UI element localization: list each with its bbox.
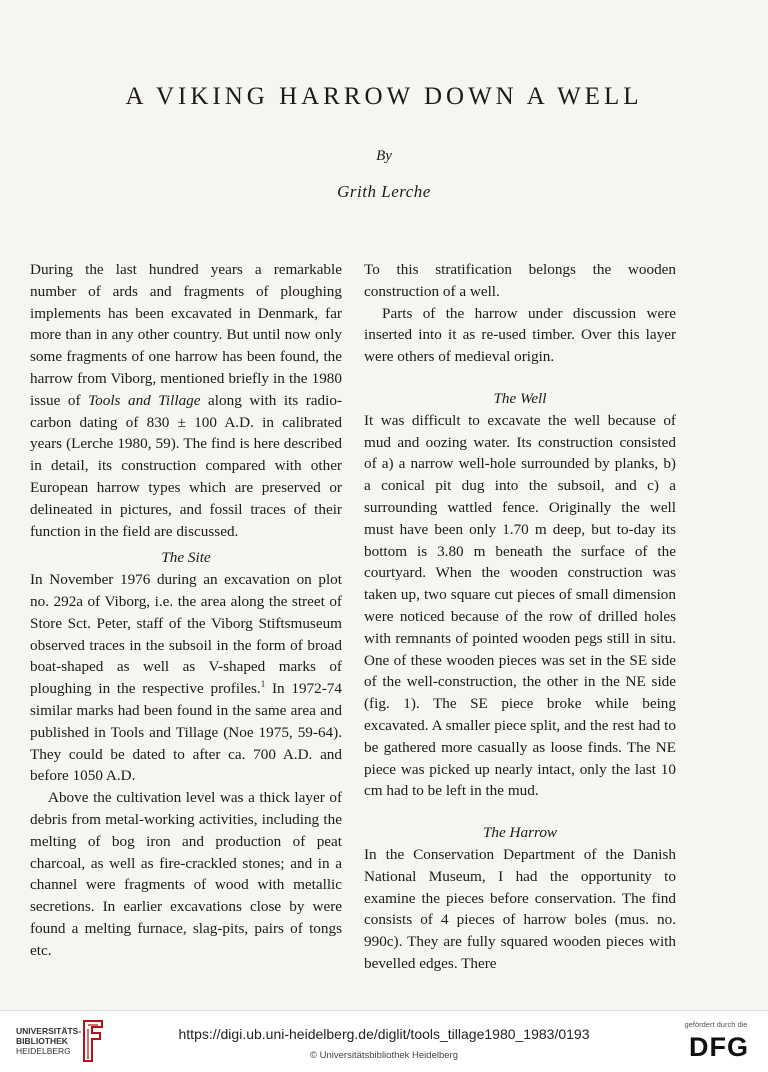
intro-text-2: along with its radio-carbon dating of 830 ± 100 A.D. in calibrated years (Lerche 1980, 59). The find is here described in detail, its construction compared with other European harrow types which are preserved or delineated in pictures, and fossil traces of their function in the field are discussed. bbox=[30, 391, 342, 540]
paragraph-debris: Above the cultivation level was a thick layer of debris from metal-working activities, including the melting of bog iron and production of peat charcoal, as well as fire-crackled stones; and in a channel were fragments of wood with metallic secretions. In earlier excavations close by were found a melting furnace, slag-pits, pairs of tongs etc. bbox=[30, 789, 342, 959]
paragraph-intro bbox=[30, 259, 342, 542]
section-heading-well: The Well bbox=[493, 389, 547, 407]
library-logo-text[interactable] bbox=[16, 1026, 82, 1056]
library-name-line-1: UNIVERSITÄTS- bbox=[16, 1026, 82, 1036]
funding-note: gefördert durch die bbox=[684, 1020, 748, 1029]
section-heading-site: The Site bbox=[161, 549, 211, 567]
paragraph-harrow: In the Conservation Department of the Danish National Museum, I had the opportunity to examine the pieces before conservation. The find consists of 4 pieces of harrow boles (mus. no. 990c). They are fully squared wooden pieces with bevelled edges. There bbox=[364, 845, 676, 972]
library-name-line-2: BIBLIOTHEK bbox=[16, 1036, 68, 1046]
paragraph-well: It was difficult to excavate the well because of mud and oozing water. Its construction consisted of a) a narrow well-hole surrounded by planks, b) a conical pit dug into the subsoil, and c) a surrounding wattled fence. Originally the well must have been only 1.70 m deep, but to-day its bottom is 3.80 m beneath the surface of the courtyard. When the wooden construction was taken up, two square cut pieces of small dimension were noticed because of the row of drilled holes with remnants of pointed wooden pegs still in situ. One of these wooden pieces was set in the SE side of the well-construction, the other in the NE side (fig. 1). The SE piece broke while being excavated. A smaller piece split, and the rest had to be gathered more casually as loose finds. The NE piece was picked up nearly intact, only the last 10 cm had to be left in the mud. bbox=[364, 411, 676, 800]
dfg-logo[interactable]: DFG bbox=[689, 1032, 749, 1062]
paragraph-stratification: To this stratification belongs the wooden construction of a well. bbox=[364, 261, 676, 300]
library-name-line-3: HEIDELBERG bbox=[16, 1046, 71, 1056]
copyright-notice: © Universitätsbibliothek Heidelberg bbox=[310, 1050, 458, 1061]
paragraph-harrow-parts: Parts of the harrow under discussion were inserted into it as re-used timber. Over this layer were others of medieval origin. bbox=[364, 304, 676, 366]
footnote-marker[interactable]: 1 bbox=[260, 679, 266, 690]
article-title: A VIKING HARROW DOWN A WELL bbox=[125, 83, 643, 110]
author-name: Grith Lerche bbox=[337, 182, 431, 201]
byline-label: By bbox=[376, 148, 392, 164]
section-heading-harrow: The Harrow bbox=[482, 824, 558, 842]
site-text-1: In November 1976 during an excavation on plot no. 292a of Viborg, i.e. the area along the street of Store Sct. Peter, staff of the Viborg Stiftsmuseum observed traces in the subsoil in the form of broad boat-shaped as well as V-shaped marks of ploughing in the respective profiles. bbox=[30, 571, 342, 698]
permalink-url[interactable]: https://digi.ub.uni-heidelberg.de/diglit/tools_tillage1980_1983/0193 bbox=[178, 1026, 590, 1042]
site-text-2: In 1972-74 similar marks had been found in the same area and published in Tools and Tillage (Noe 1975, 59-64). They could be dated to after ca. 700 A.D. and before 1050 A.D. bbox=[30, 680, 342, 785]
paragraph-site bbox=[30, 569, 342, 787]
left-column bbox=[30, 259, 342, 962]
intro-text-1: During the last hundred years a remarkable number of ards and fragments of ploughing implements has been excavated in Denmark, far more than in any other country. But until now only some fragments of one harrow has been found, the harrow from Viborg, mentioned briefly in the 1980 issue of bbox=[30, 261, 342, 409]
right-column bbox=[364, 259, 676, 975]
library-logo-icon[interactable] bbox=[78, 1019, 108, 1063]
journal-title-italic: Tools and Tillage bbox=[88, 391, 201, 409]
